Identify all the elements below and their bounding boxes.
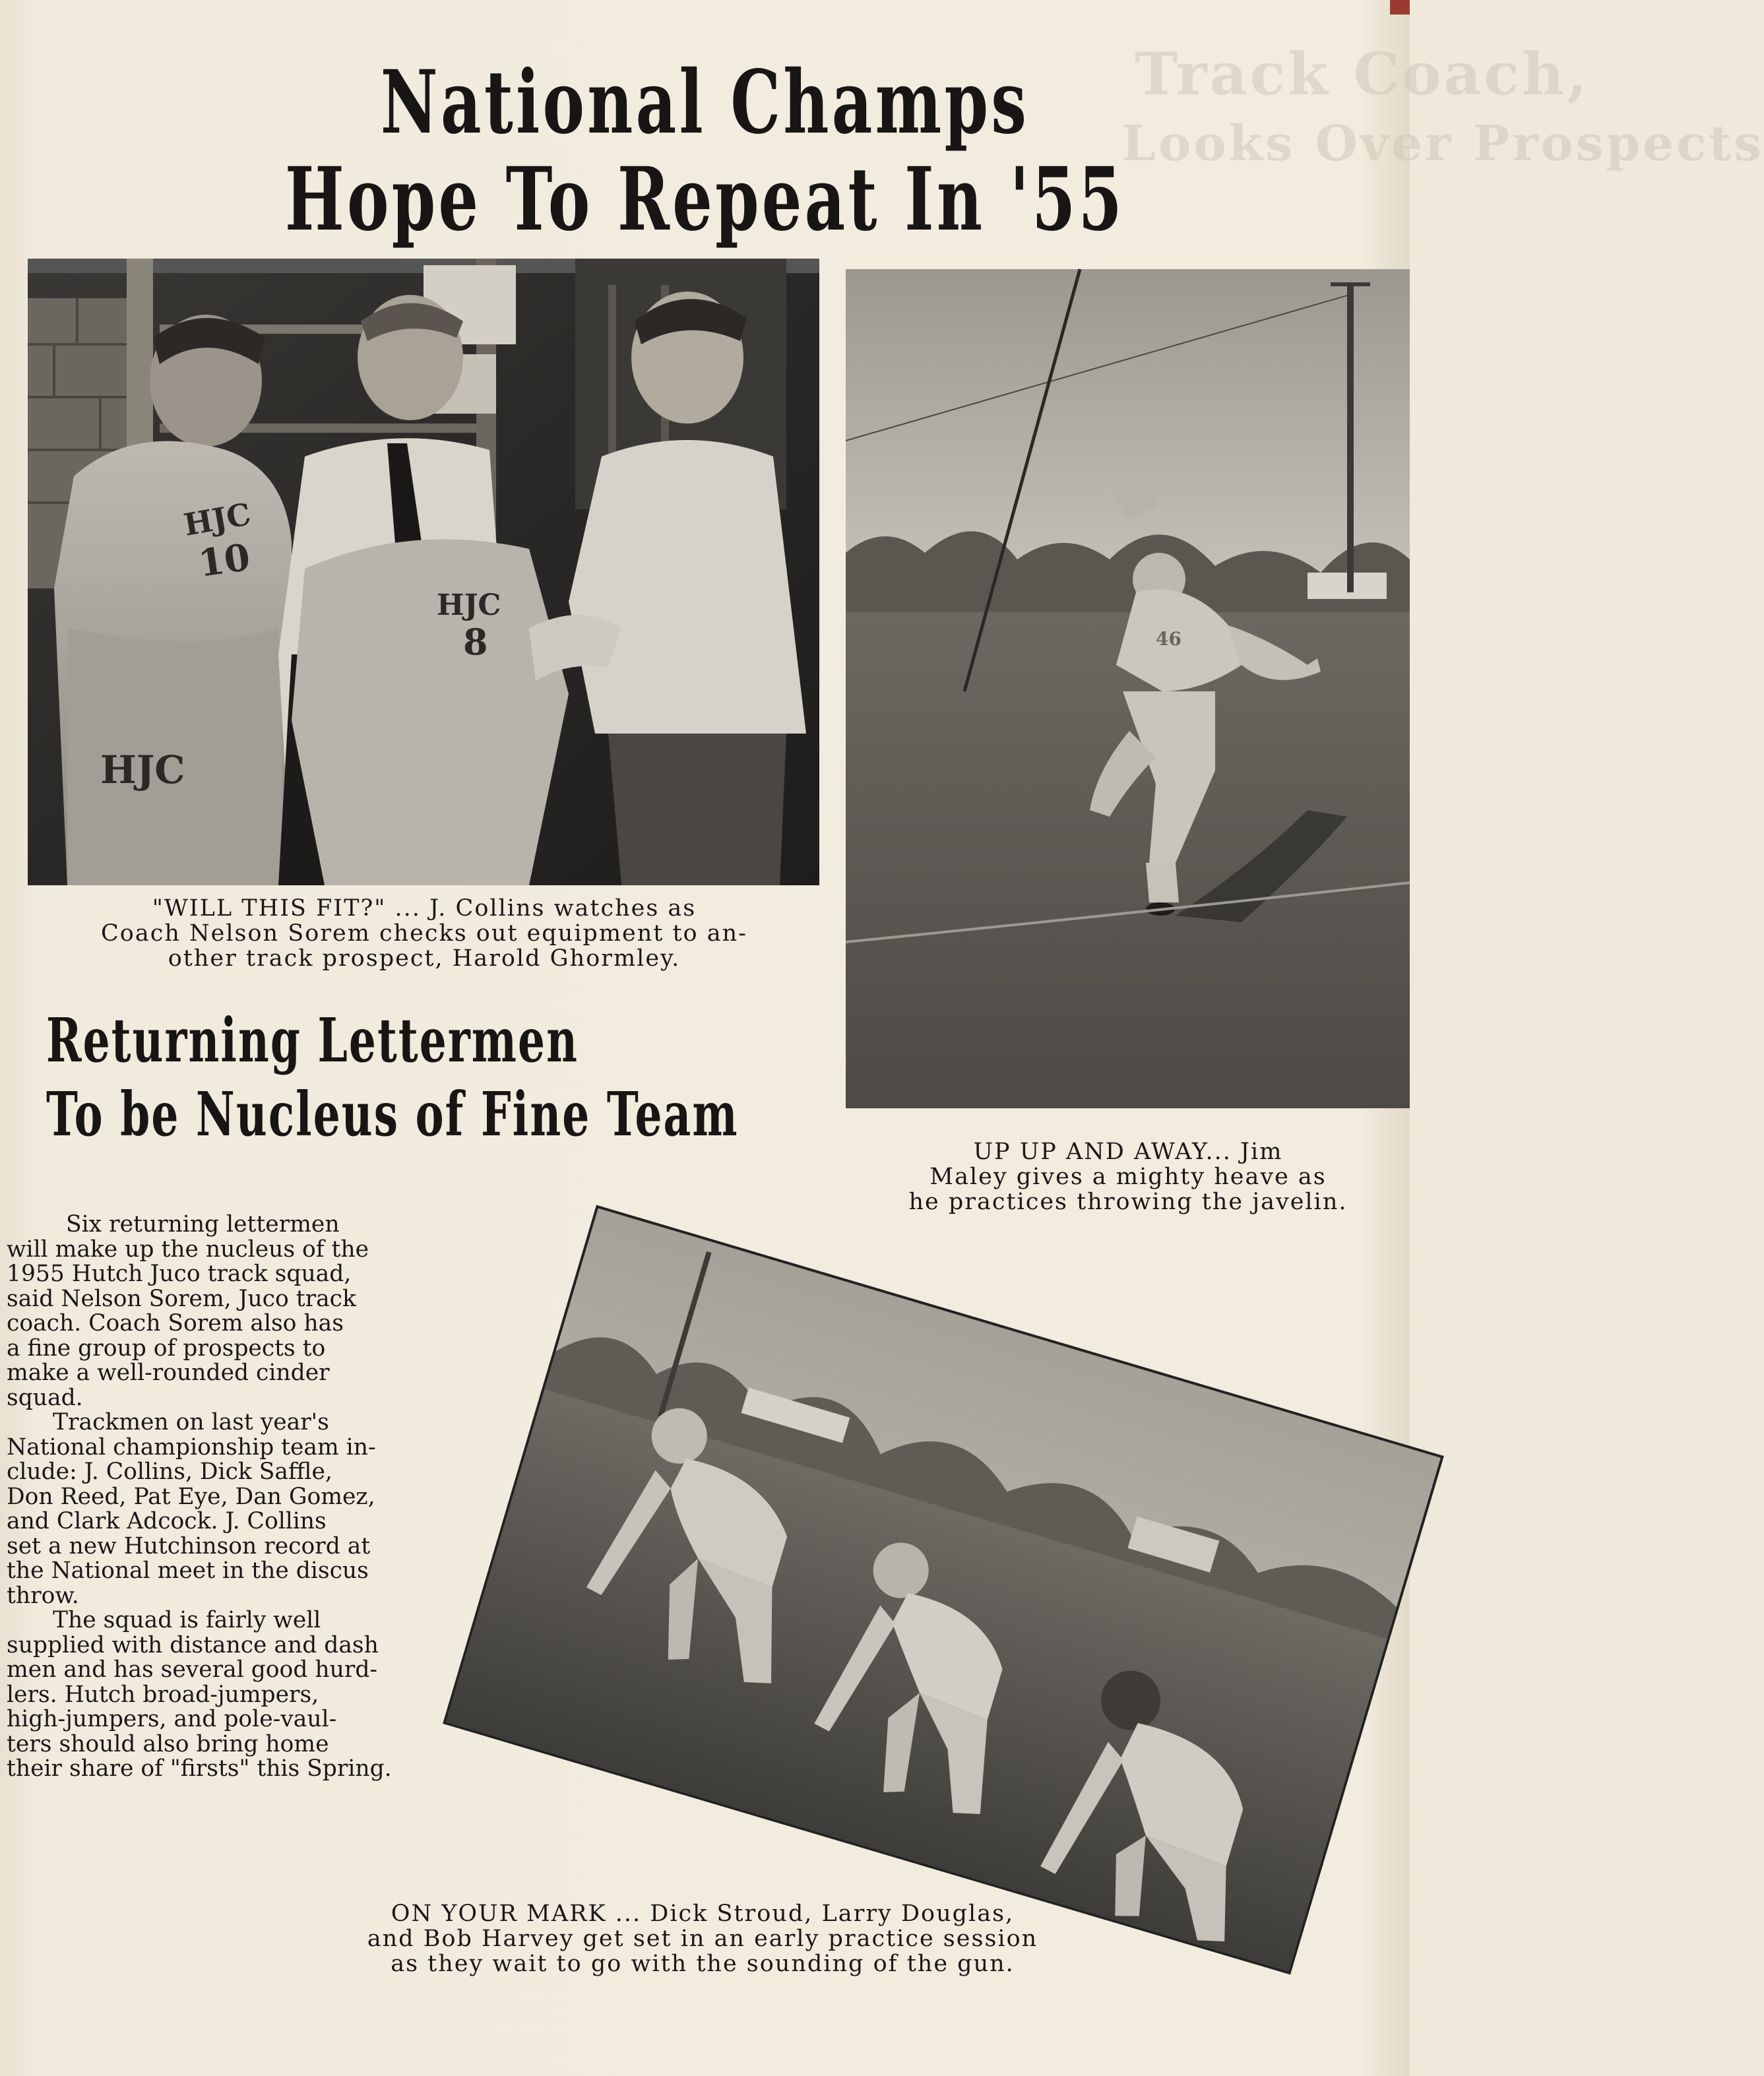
caption-line: Coach Nelson Sorem checks out equipment to an-: [101, 920, 747, 947]
on-your-mark-caption: [264, 1901, 1141, 1976]
article-line: said Nelson Sorem, Juco track: [7, 1285, 356, 1312]
on-your-mark-photo: [443, 1205, 1444, 1975]
caption-line: other track prospect, Harold Ghormley.: [168, 945, 681, 972]
bleed-through-text: Track Coach,: [1135, 40, 1590, 108]
on-your-mark-photo-image: [443, 1205, 1444, 1975]
article-line: squad.: [7, 1384, 83, 1411]
article-line: National championship team in-: [7, 1433, 376, 1461]
article-line: a fine group of prospects to: [7, 1335, 326, 1362]
article-line: clude: J. Collins, Dick Saffle,: [7, 1459, 332, 1485]
article-line: The squad is fairly well: [53, 1607, 321, 1633]
article-line: set a new Hutchinson record at: [7, 1532, 371, 1559]
equipment-photo-image: [28, 259, 819, 885]
article-line: the National meet in the discus: [7, 1557, 369, 1584]
article-line: high-jumpers, and pole-vaul-: [7, 1706, 337, 1732]
svg-text:10: 10: [195, 535, 253, 586]
svg-text:HJC: HJC: [100, 747, 185, 792]
page-title-line-1: National Champs: [380, 51, 1030, 154]
caption-line: as they wait to go with the sounding of the gun.: [391, 1951, 1015, 1977]
caption-line: "WILL THIS FIT?" ... J. Collins watches as: [152, 895, 697, 922]
article-line: Trackmen on last year's: [53, 1409, 329, 1435]
section-title-line-2: To be Nucleus of Fine Team: [46, 1079, 739, 1150]
equipment-photo: [28, 259, 819, 885]
article-line: Six returning lettermen: [66, 1211, 340, 1238]
article-line: and Clark Adcock. J. Collins: [7, 1508, 327, 1534]
svg-text:46: 46: [1156, 628, 1181, 650]
article-line: men and has several good hurd-: [7, 1656, 378, 1683]
section-title-line-1: Returning Lettermen: [46, 1005, 579, 1076]
caption-line: he practices throwing the javelin.: [908, 1189, 1348, 1215]
article-line: coach. Coach Sorem also has: [7, 1310, 344, 1337]
article-line: make a well-rounded cinder: [7, 1360, 330, 1386]
page-edge-mark: [1390, 0, 1410, 15]
javelin-caption: [858, 1139, 1399, 1214]
article-line: will make up the nucleus of the: [7, 1236, 369, 1263]
caption-line: UP UP AND AWAY... Jim: [973, 1139, 1283, 1165]
article-line: ters should also bring home: [7, 1730, 329, 1757]
article-line: throw.: [7, 1582, 79, 1609]
article-line: 1955 Hutch Juco track squad,: [7, 1261, 352, 1287]
caption-line: Maley gives a mighty heave as: [929, 1164, 1327, 1190]
article-line: lers. Hutch broad-jumpers,: [7, 1681, 319, 1708]
page-title-line-2: Hope To Repeat In '55: [284, 148, 1125, 251]
article-body: [7, 1212, 508, 1782]
caption-line: ON YOUR MARK ... Dick Stroud, Larry Douglas,: [391, 1901, 1015, 1927]
article-line: supplied with distance and dash: [7, 1631, 379, 1658]
article-line: Don Reed, Pat Eye, Dan Gomez,: [7, 1483, 375, 1510]
javelin-photo-image: [846, 269, 1410, 1108]
bleed-through-text: Looks Over Prospects: [1121, 115, 1764, 172]
caption-line: and Bob Harvey get set in an early practice session: [367, 1926, 1038, 1952]
svg-text:8: 8: [463, 621, 488, 663]
svg-text:HJC: HJC: [437, 588, 501, 622]
javelin-photo: [846, 269, 1410, 1108]
svg-text:HJC: HJC: [181, 495, 254, 543]
article-line: their share of "firsts" this Spring.: [7, 1755, 392, 1782]
equipment-caption: [51, 896, 797, 971]
